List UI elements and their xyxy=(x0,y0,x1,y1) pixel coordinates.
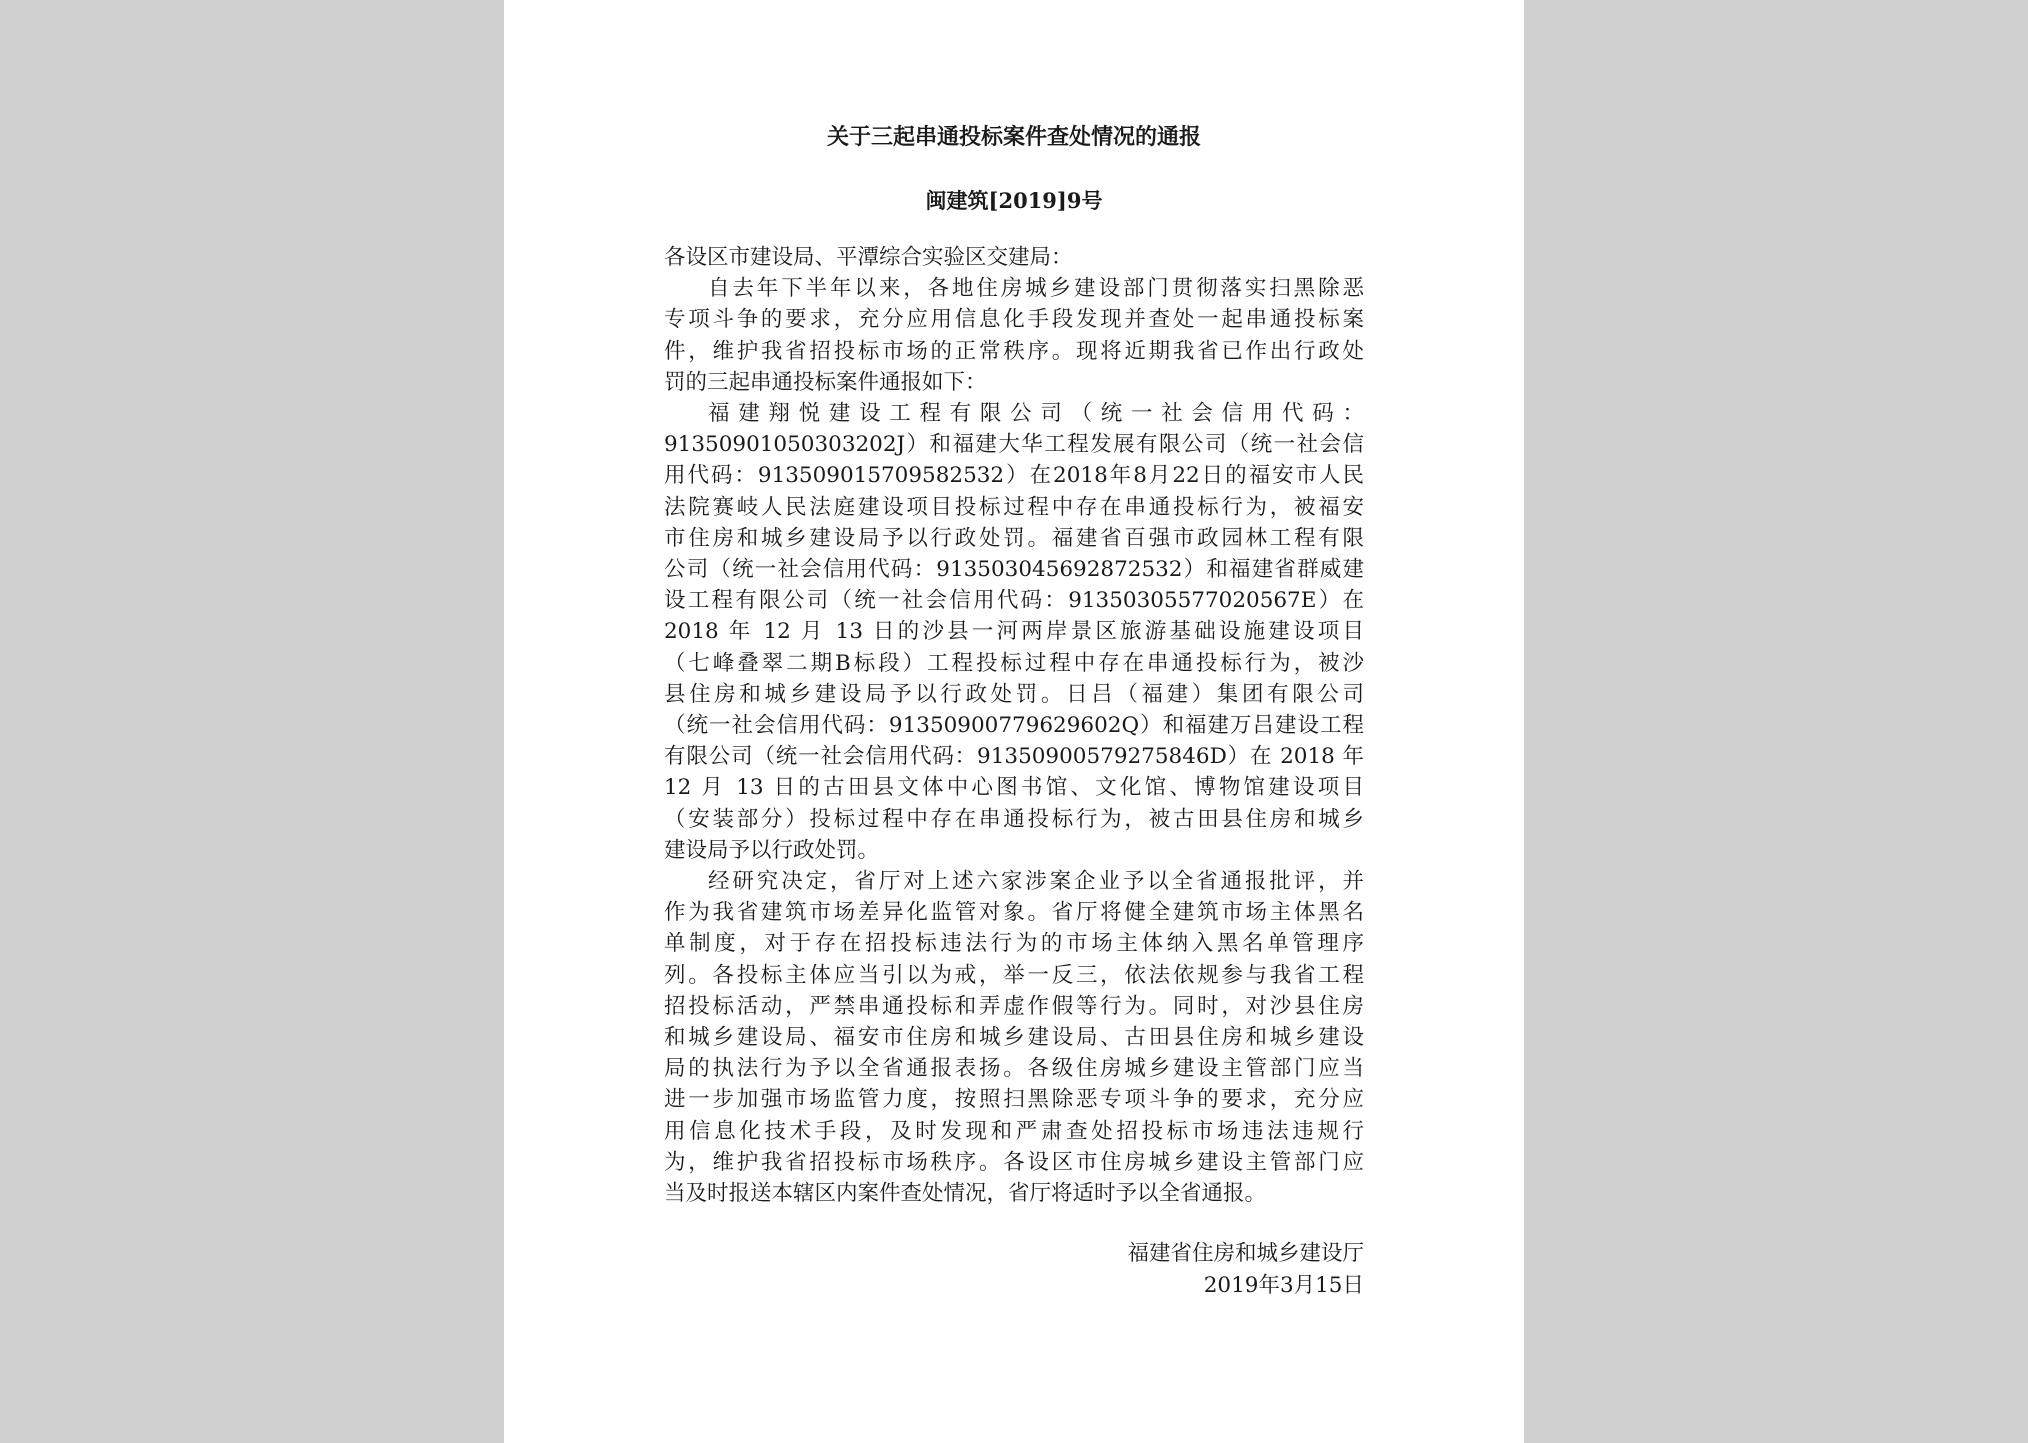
signature-organization: 福建省住房和城乡建设厅 xyxy=(1127,1241,1364,1266)
paragraph-line: 用代码：913509015709582532）在2018年8月22日的福安市人民 xyxy=(664,463,1364,489)
paragraph-line: （统一社会信用代码：91350900779629602Q）和福建万吕建设工程 xyxy=(664,713,1364,738)
paragraph-line: 公司（统一社会信用代码：913503045692872532）和福建省群威建 xyxy=(664,557,1364,582)
paragraph-line: 当及时报送本辖区内案件查处情况，省厅将适时予以全省通报。 xyxy=(664,1181,1267,1206)
document-number: 闽建筑[2019]9号 xyxy=(925,188,1103,213)
document-title: 关于三起串通投标案件查处情况的通报 xyxy=(826,124,1201,150)
signature-date: 2019年3月15日 xyxy=(1203,1273,1364,1298)
paragraph-line: 招投标活动，严禁串通投标和弄虚作假等行为。同时，对沙县住房 xyxy=(664,993,1364,1019)
paragraph-line: 单制度，对于存在招投标违法行为的市场主体纳入黑名单管理序 xyxy=(664,931,1364,957)
paragraph-line: 和城乡建设局、福安市住房和城乡建设局、古田县住房和城乡建设 xyxy=(664,1025,1364,1050)
paragraph-line: 91350901050303202J）和福建大华工程发展有限公司（统一社会信 xyxy=(664,432,1364,458)
paragraph-line: 有限公司（统一社会信用代码：9135090057927584​6D）在 2018 年 xyxy=(664,744,1364,770)
paragraph-line: 进一步加强市场监管力度，按照扫黑除恶专项斗争的要求，充分应 xyxy=(664,1087,1364,1113)
paragraph-line: 作为我省建筑市场差异化监管对象。省厅将健全建筑市场主体黑名 xyxy=(664,900,1364,926)
paragraph-line: 2018 年 12 月 13 日的沙县一河两岸景区旅游基础设施建设项目 xyxy=(664,619,1364,645)
paragraph-line: （安装部分）投标过程中存在串通投标行为，被古田县住房和城乡 xyxy=(664,806,1364,832)
paragraph-line: 建设局予以行政处罚。 xyxy=(664,837,880,863)
paragraph-line: 件，维护我省招投标市场的正常秩序。现将近期我省已作出行政处 xyxy=(664,338,1364,364)
paragraph-line: 自去年下半年以来，各地住房城乡建设部门贯彻落实扫黑除恶 xyxy=(708,276,1364,302)
paragraph-line: 罚的三起串通投标案件通报如下： xyxy=(664,369,987,395)
paragraph-line: 经研究决定，省厅对上述六家涉案企业予以全省通报批评，并 xyxy=(708,869,1364,894)
paragraph-line: 福建翔悦建设工程有限公司（统一社会信用代码： xyxy=(708,401,1364,426)
document-page xyxy=(504,0,1524,1443)
paragraph-line: （七峰叠翠二期B标段）工程投标过程中存在串通投标行为，被沙 xyxy=(664,650,1364,676)
salutation: 各设区市建设局、平潭综合实验区交建局： xyxy=(664,245,1073,270)
paragraph-line: 列。各投标主体应当引以为戒，举一反三，依法依规参与我省工程 xyxy=(664,962,1364,988)
paragraph-line: 专项斗争的要求，充分应用信息化手段发现并查处一起串通投标案 xyxy=(664,307,1364,333)
paragraph-line: 县住房和城乡建设局予以行政处罚。日吕（福建）集团有限公司 xyxy=(664,681,1364,707)
signature-block xyxy=(664,1238,1364,1308)
paragraph-line: 局的执法行为予以全省通报表扬。各级住房城乡建设主管部门应当 xyxy=(664,1056,1364,1082)
paragraph-line: 设工程有限公司（统一社会信用代码：91350305577020567E）在 xyxy=(664,588,1364,614)
paragraph-line: 法院赛岐人民法庭建设项目投标过程中存在串通投标行为，被福安 xyxy=(664,494,1364,520)
paragraph-line: 为，维护我省招投标市场秩序。各设区市住房城乡建设主管部门应 xyxy=(664,1149,1364,1175)
paragraph-line: 市住房和城乡建设局予以行政处罚。福建省百强市政园林工程有限 xyxy=(664,525,1364,551)
paragraph-line: 用信息化技术手段，及时发现和严肃查处招投标市场违法违规行 xyxy=(664,1118,1364,1144)
paragraph-line: 12 月 13 日的古田县文体中心图书馆、文化馆、博物馆建设项目 xyxy=(664,775,1364,801)
